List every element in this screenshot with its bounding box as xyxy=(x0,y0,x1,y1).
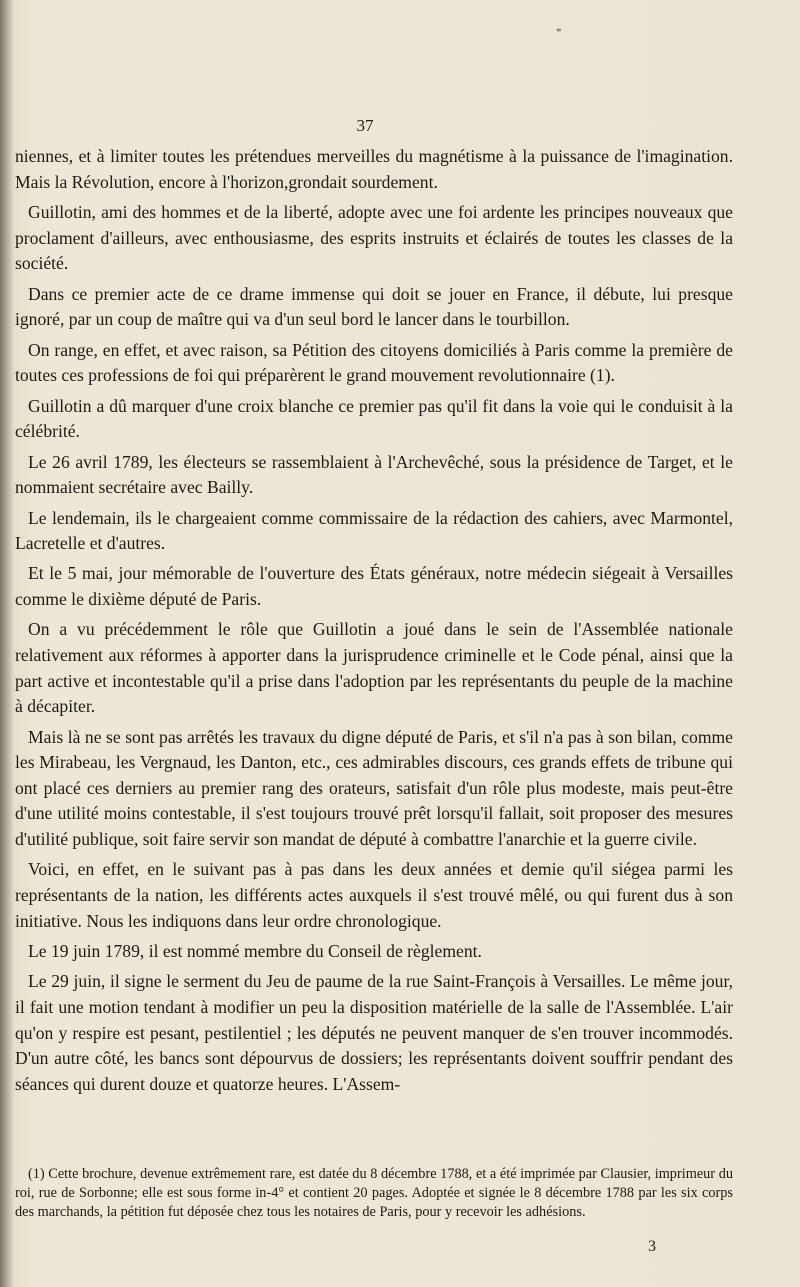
paragraph: niennes, et à limiter toutes les prétendues merveilles du magnétisme à la puissance de l'imagination. Mais la Révolution, encore à l'horizon,grondait sourdement. xyxy=(15,146,733,192)
paragraph: Guillotin a dû marquer d'une croix blanche ce premier pas qu'il fit dans la voie qui le conduisit à la célébrité. xyxy=(15,395,733,442)
paragraph: Et le 5 mai, jour mémorable de l'ouverture des États généraux, notre médecin siégeait à Versailles comme le dixième député de Paris. xyxy=(15,563,733,610)
paragraph: Dans ce premier acte de ce drame immense qui doit se jouer en France, il débute, lui presque ignoré, par un coup de maître qui va d'un seul bord le lancer dans le tourbillon. xyxy=(15,283,733,330)
paragraph: Le 29 juin, il signe le serment du Jeu de paume de la rue Saint-François à Versailles. Le même jour, il fait une motion tendant à modifier un peu la disposition matérielle de la salle de l'Assemblée. L'air qu'on y respire est pesant, pestilentiel ; les députés ne peuvent manquer de s'en trouver incommodés. D'un autre côté, les bancs sont dépourvus de dossiers; les représentants doivent souffrir pendant des séances qui durent douze et quatorze heures. L'Assem- xyxy=(15,971,733,1094)
footnote: (1) Cette brochure, devenue extrêmement rare, est datée du 8 décembre 1788, et a été imprimée par Clausier, imprimeur du roi, rue de Sorbonne; elle est sous forme in-4° et contient 20 pages. Adoptée et signée le 8 décembre 1788 par les six corps des marchands, la pétition fut déposée chez tous les notaires de Paris, pour y recevoir les adhésions. xyxy=(15,1166,733,1221)
footnotes xyxy=(15,1165,733,1223)
paragraph: Le lendemain, ils le chargeaient comme commissaire de la rédaction des cahiers, avec Marmontel, Lacretelle et d'autres. xyxy=(15,507,733,554)
page-number: 37 xyxy=(356,116,374,135)
body-text xyxy=(15,144,733,1102)
paragraph: On range, en effet, et avec raison, sa Pétition des citoyens domiciliés à Paris comme la première de toutes ces professions de foi qui préparèrent le grand mouvement revolutionnaire (1). xyxy=(15,339,733,386)
corner-mark: * xyxy=(556,26,562,38)
signature-mark: 3 xyxy=(648,1238,656,1255)
paragraph: Guillotin, ami des hommes et de la liberté, adopte avec une foi ardente les principes nouveaux que proclament d'ailleurs, avec enthousiasme, des esprits instruits et éclairés de toutes les classes de la société. xyxy=(15,201,733,274)
paragraph: Le 26 avril 1789, les électeurs se rassemblaient à l'Archevêché, sous la présidence de Target, et le nommaient secrétaire avec Bailly. xyxy=(15,451,733,498)
paragraph: Voici, en effet, en le suivant pas à pas dans les deux années et demie qu'il siégea parmi les représentants de la nation, les différents actes auxquels il s'est trouvé mêlé, ou qui furent dus à son initiative. Nous les indiquons dans leur ordre chronologique. xyxy=(15,859,733,931)
paragraph: Le 19 juin 1789, il est nommé membre du Conseil de règlement. xyxy=(28,940,482,961)
paragraph: On a vu précédemment le rôle que Guillotin a joué dans le sein de l'Assemblée nationale relativement aux réformes à apporter dans la jurisprudence criminelle et le Code pénal, ainsi que la part active et incontestable qu'il a prise dans l'adoption par les représentants du peuple de la machine à décapiter. xyxy=(15,619,733,717)
paragraph: Mais là ne se sont pas arrêtés les travaux du digne député de Paris, et s'il n'a pas à son bilan, comme les Mirabeau, les Vergnaud, les Danton, etc., ces admirables discours, ces grands effets de tribune qui ont placé ces derniers au premier rang des orateurs, satisfait d'un rôle plus modeste, mais peut-être d'une utilité moins contestable, il s'est toujours trouvé prêt lorsqu'il fallait, soit proposer des mesures d'utilité publique, soit faire servir son mandat de député à combattre l'anarchie et la guerre civile. xyxy=(15,726,733,850)
